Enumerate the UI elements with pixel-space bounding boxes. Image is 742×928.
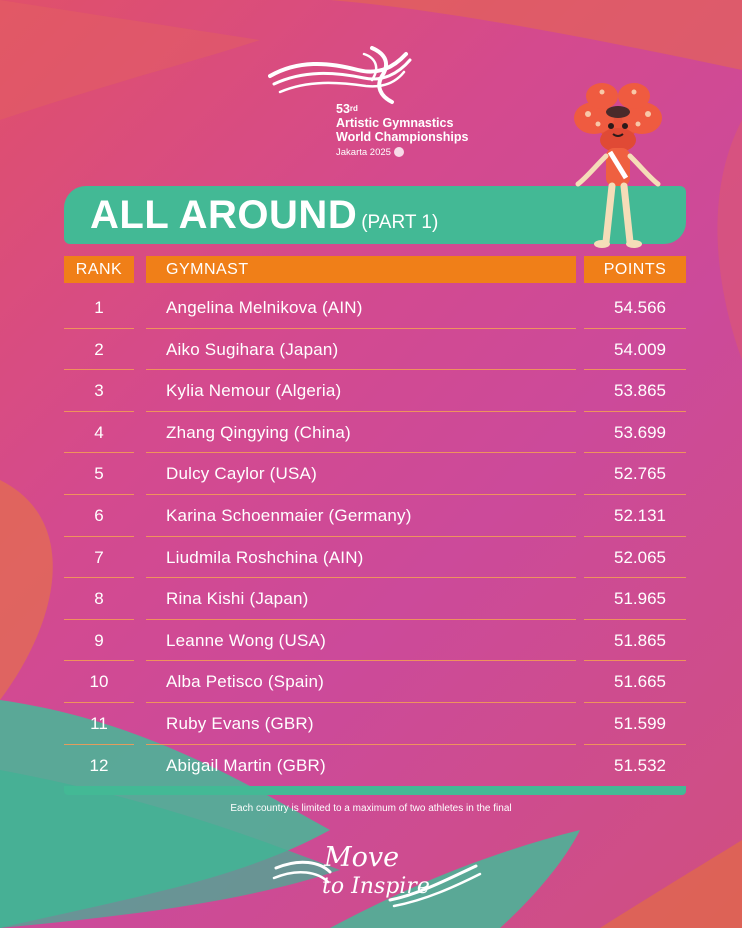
results-table bbox=[64, 287, 686, 786]
ribbon-logo-icon bbox=[268, 40, 418, 110]
logo-title bbox=[336, 102, 468, 160]
table-row bbox=[64, 537, 686, 579]
points-cell: 52.131 bbox=[614, 505, 666, 525]
rank-cell: 10 bbox=[89, 672, 109, 692]
gymnast-cell: Leanne Wong (USA) bbox=[166, 630, 326, 650]
gymnast-cell: Ruby Evans (GBR) bbox=[166, 713, 314, 733]
logo-edition-suffix: rd bbox=[349, 104, 358, 113]
points-cell: 51.532 bbox=[614, 755, 666, 775]
points-cell: 52.765 bbox=[614, 464, 666, 484]
points-cell: 51.965 bbox=[614, 589, 666, 609]
table-row bbox=[64, 578, 686, 620]
gymnast-cell: Angelina Melnikova (AIN) bbox=[166, 298, 363, 317]
table-row bbox=[64, 703, 686, 745]
header-points: POINTS bbox=[584, 256, 686, 283]
points-cell: 53.865 bbox=[614, 381, 666, 401]
slogan-line2: to Inspire bbox=[322, 874, 430, 899]
rank-cell: 6 bbox=[94, 505, 104, 525]
rank-cell: 11 bbox=[90, 713, 108, 733]
table-row bbox=[64, 745, 686, 787]
flower-mascot-icon bbox=[568, 82, 668, 250]
rank-cell: 8 bbox=[94, 589, 104, 609]
gymnast-cell: Dulcy Caylor (USA) bbox=[166, 464, 317, 484]
rank-cell: 12 bbox=[89, 755, 109, 775]
points-cell: 53.699 bbox=[614, 422, 666, 442]
header-gymnast: GYMNAST bbox=[146, 256, 576, 283]
gymnast-cell: Karina Schoenmaier (Germany) bbox=[166, 505, 412, 525]
footnote: Each country is limited to a maximum of two athletes in the final bbox=[230, 803, 512, 814]
rank-cell: 2 bbox=[94, 339, 104, 359]
table-row bbox=[64, 287, 686, 329]
rank-cell: 5 bbox=[94, 464, 104, 484]
banner-subtitle: (PART 1) bbox=[361, 212, 439, 233]
points-cell: 51.665 bbox=[614, 672, 666, 692]
points-cell: 51.865 bbox=[614, 630, 666, 650]
logo-badge-icon bbox=[394, 147, 404, 157]
rank-cell: 9 bbox=[94, 630, 104, 650]
banner-title: ALL AROUND bbox=[90, 193, 358, 237]
logo-line1: Artistic Gymnastics bbox=[336, 116, 454, 130]
table-footer-bar bbox=[64, 786, 686, 795]
table-row bbox=[64, 453, 686, 495]
slogan-line1: Move bbox=[324, 842, 400, 873]
gymnast-cell: Liudmila Roshchina (AIN) bbox=[166, 547, 364, 567]
page-title bbox=[90, 193, 438, 238]
table-row bbox=[64, 412, 686, 454]
points-cell: 51.599 bbox=[614, 713, 666, 733]
logo-edition: 53 bbox=[336, 102, 350, 116]
rank-cell: 7 bbox=[94, 547, 104, 567]
slogan-logo bbox=[270, 838, 490, 910]
rank-cell: 3 bbox=[94, 381, 104, 401]
championship-logo bbox=[268, 40, 498, 170]
gymnast-cell: Kylia Nemour (Algeria) bbox=[166, 381, 342, 401]
logo-place: Jakarta 2025 bbox=[336, 147, 391, 158]
table-row bbox=[64, 370, 686, 412]
points-cell: 52.065 bbox=[614, 547, 666, 567]
table-row bbox=[64, 329, 686, 371]
table-row bbox=[64, 661, 686, 703]
table-row bbox=[64, 620, 686, 662]
rank-cell: 1 bbox=[94, 298, 104, 317]
gymnast-cell: Abigail Martin (GBR) bbox=[166, 755, 326, 775]
gymnast-cell: Aiko Sugihara (Japan) bbox=[166, 339, 339, 359]
points-cell: 54.566 bbox=[614, 298, 666, 317]
logo-line2: World Championships bbox=[336, 130, 469, 144]
gymnast-cell: Rina Kishi (Japan) bbox=[166, 589, 309, 609]
header-rank: RANK bbox=[64, 256, 134, 283]
gymnast-cell: Zhang Qingying (China) bbox=[166, 422, 351, 442]
points-cell: 54.009 bbox=[614, 339, 666, 359]
rank-cell: 4 bbox=[94, 422, 104, 442]
gymnast-cell: Alba Petisco (Spain) bbox=[166, 672, 325, 692]
table-row bbox=[64, 495, 686, 537]
